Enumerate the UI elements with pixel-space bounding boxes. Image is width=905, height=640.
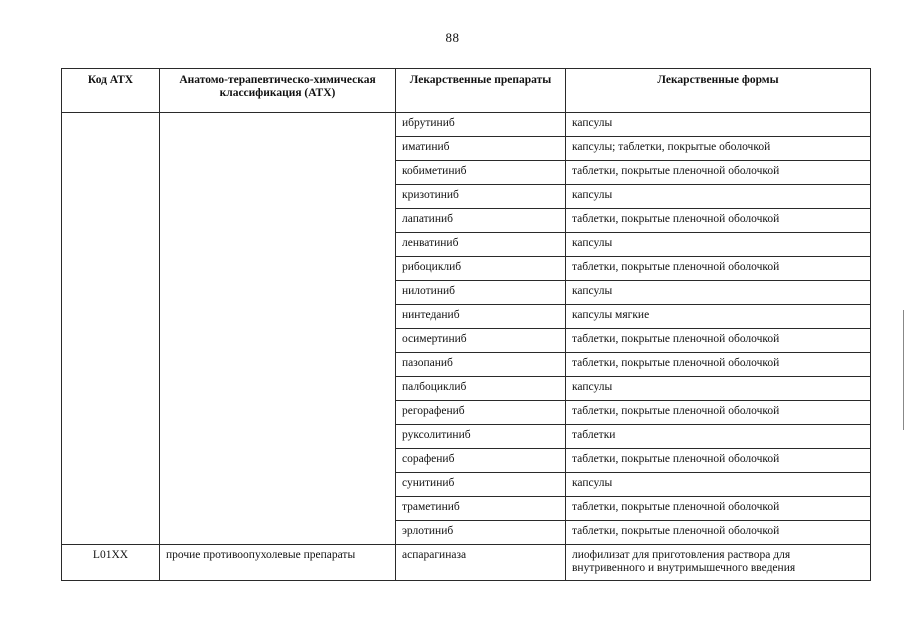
form-cell: капсулы xyxy=(566,281,871,305)
header-code: Код АТХ xyxy=(62,69,160,113)
drug-cell: нинтеданиб xyxy=(396,305,566,329)
drug-table xyxy=(61,68,871,581)
table-row xyxy=(62,113,871,137)
form-cell: лиофилизат для приготовления раствора для внутривенного и внутримышечного введения xyxy=(566,545,871,581)
drug-cell: осимертиниб xyxy=(396,329,566,353)
drug-cell: ленватиниб xyxy=(396,233,566,257)
scan-edge-mark xyxy=(903,310,904,430)
form-cell: таблетки, покрытые пленочной оболочкой xyxy=(566,521,871,545)
table-body xyxy=(62,113,871,581)
drug-cell: кобиметиниб xyxy=(396,161,566,185)
form-cell: таблетки, покрытые пленочной оболочкой xyxy=(566,401,871,425)
form-cell: капсулы xyxy=(566,185,871,209)
form-cell: капсулы xyxy=(566,473,871,497)
drug-cell: рибоциклиб xyxy=(396,257,566,281)
drug-cell: эрлотиниб xyxy=(396,521,566,545)
form-cell: таблетки, покрытые пленочной оболочкой xyxy=(566,161,871,185)
page-number: 88 xyxy=(445,30,460,45)
drug-cell: сунитиниб xyxy=(396,473,566,497)
form-cell: капсулы; таблетки, покрытые оболочкой xyxy=(566,137,871,161)
table-row-l01xx xyxy=(62,545,871,581)
drug-cell: аспарагиназа xyxy=(396,545,566,581)
drug-cell: траметиниб xyxy=(396,497,566,521)
form-cell: таблетки, покрытые пленочной оболочкой xyxy=(566,257,871,281)
atc-code-cell: L01XX xyxy=(62,545,160,581)
header-classification: Анатомо-терапевтическо-химическая классификация (АТХ) xyxy=(160,69,396,113)
drug-cell: сорафениб xyxy=(396,449,566,473)
drug-cell: нилотиниб xyxy=(396,281,566,305)
drug-cell: ибрутиниб xyxy=(396,113,566,137)
drug-cell: руксолитиниб xyxy=(396,425,566,449)
drug-cell: регорафениб xyxy=(396,401,566,425)
form-cell: капсулы xyxy=(566,113,871,137)
atc-code-cell xyxy=(62,113,160,545)
form-cell: капсулы xyxy=(566,233,871,257)
drug-cell: пазопаниб xyxy=(396,353,566,377)
header-drugs: Лекарственные препараты xyxy=(396,69,566,113)
drug-cell: палбоциклиб xyxy=(396,377,566,401)
form-cell: таблетки, покрытые пленочной оболочкой xyxy=(566,353,871,377)
table-header-row xyxy=(62,69,871,113)
form-cell: капсулы xyxy=(566,377,871,401)
form-cell: таблетки, покрытые пленочной оболочкой xyxy=(566,329,871,353)
form-cell: таблетки, покрытые пленочной оболочкой xyxy=(566,449,871,473)
form-cell: таблетки, покрытые пленочной оболочкой xyxy=(566,497,871,521)
drug-cell: иматиниб xyxy=(396,137,566,161)
form-cell: таблетки xyxy=(566,425,871,449)
drug-cell: лапатиниб xyxy=(396,209,566,233)
form-cell: таблетки, покрытые пленочной оболочкой xyxy=(566,209,871,233)
drug-cell: кризотиниб xyxy=(396,185,566,209)
classification-cell xyxy=(160,113,396,545)
form-cell: капсулы мягкие xyxy=(566,305,871,329)
classification-cell: прочие противоопухолевые препараты xyxy=(160,545,396,581)
header-forms: Лекарственные формы xyxy=(566,69,871,113)
